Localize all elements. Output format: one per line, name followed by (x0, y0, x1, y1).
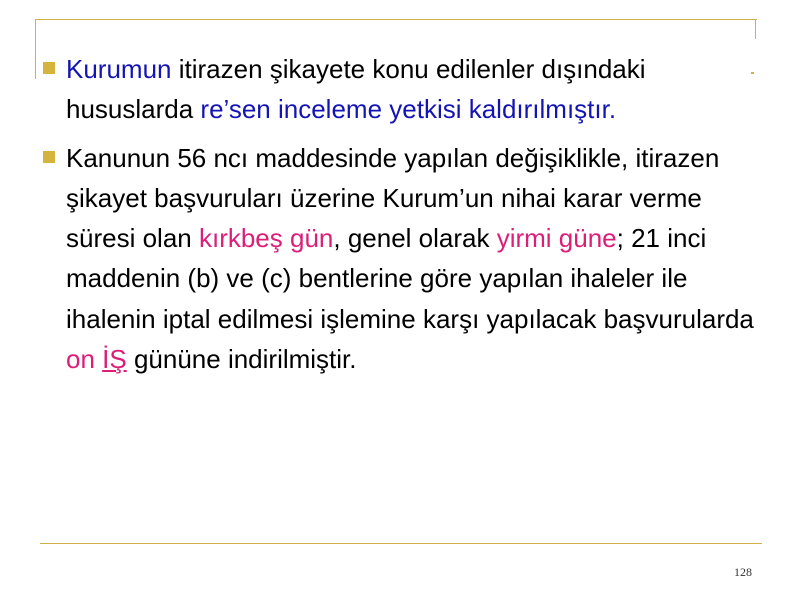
bullet-2-segment-1: Kanunun 56 ncı maddesinde yapılan değişiklikle, itirazen şikayet başvuruları üzerine Kurum’un nihai karar verme süresi olan (66, 142, 720, 254)
bullet-item-2 (40, 138, 760, 380)
frame-right-rule (755, 19, 756, 39)
bullet-item-1 (40, 49, 760, 130)
bullet-1-segment-3: re’sen inceleme yetkisi kaldırılmıştır. (200, 94, 617, 125)
bullet-1-segment-1: Kurumun (66, 54, 172, 84)
frame-bottom-rule (40, 543, 762, 544)
bullet-2-segment-7: İŞ (102, 344, 127, 375)
bullet-2-segment-3: , genel olarak (333, 223, 497, 254)
frame-top-rule (35, 19, 757, 20)
square-bullet-icon (43, 62, 55, 74)
frame-left-rule (35, 19, 36, 79)
bullet-2-segment-8: gününe indirilmiştir. (126, 344, 357, 375)
bullet-2-segment-6: on (66, 344, 103, 375)
square-bullet-icon (43, 151, 55, 163)
bullet-2-segment-4: yirmi güne (496, 223, 617, 254)
bullet-1-segment-2: itirazen şikayete konu edilenler dışındaki hususlarda (66, 54, 646, 125)
slide-body (40, 49, 760, 387)
bullet-2-segment-5: ; 21 inci maddenin (b) ve (c) bentlerine göre yapılan ihaleler ile ihalenin iptal edilmesi işlemine karşı yapılacak başvurularda (66, 223, 754, 334)
page-number: 128 (734, 565, 752, 579)
bullet-2-segment-2: kırkbeş gün (198, 223, 334, 254)
